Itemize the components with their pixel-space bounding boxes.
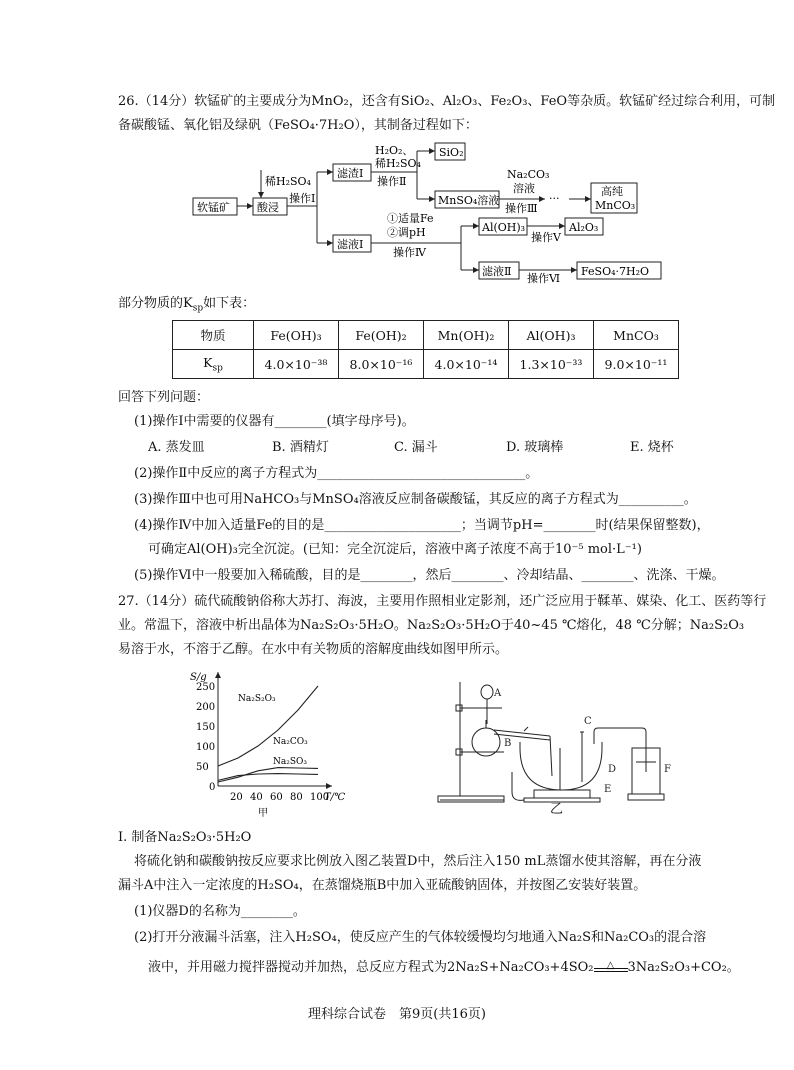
y-tick-label: 100 <box>196 742 216 753</box>
dilute-h2so4-2-label: 稀H₂SO₄ <box>375 157 421 170</box>
x-axis-arrow <box>326 783 332 789</box>
x-tick-label: 80 <box>290 792 303 803</box>
ore-box: 软锰矿 <box>197 201 230 214</box>
na2co3-label: Na₂CO₃ <box>507 168 550 181</box>
ksp-header: Mn(OH)₂ <box>424 321 509 350</box>
ksp-value: 4.0×10⁻³⁸ <box>254 350 339 379</box>
label-b: B <box>504 738 512 749</box>
mnco3-label: MnCO₃ <box>595 199 636 212</box>
ksp-value: 9.0×10⁻¹¹ <box>594 350 679 379</box>
ksp-value: 1.3×10⁻³³ <box>509 350 594 379</box>
q26-part4: (4)操作Ⅳ中加入适量Fe的目的是_____________________；当调节pH=________时(结果保留整数)， <box>134 518 710 533</box>
label-d: D <box>608 764 617 775</box>
q26-part5: (5)操作Ⅵ中一般要加入稀硫酸，目的是________，然后________、冷却结晶、________、洗涤、干燥。 <box>134 568 725 583</box>
step-fe-label: ①适量Fe <box>387 212 434 225</box>
ksp-header: 物质 <box>173 321 254 350</box>
al2o3-box: Al₂O₃ <box>569 221 599 234</box>
option-c: C. 漏斗 <box>394 440 438 455</box>
option-a: A. 蒸发皿 <box>148 440 205 455</box>
process-flow-diagram <box>185 140 665 285</box>
x-tick-label: 100 <box>310 792 330 803</box>
x-tick-label: 60 <box>270 792 283 803</box>
filtrate2-box: 滤液Ⅱ <box>482 265 512 278</box>
x-tick-label: 40 <box>250 792 263 803</box>
dilute-h2so4-label: 稀H₂SO₄ <box>265 175 311 188</box>
solubility-chart <box>180 668 350 818</box>
op2-label: 操作Ⅱ <box>377 175 407 188</box>
q27-line3: 易溶于水，不溶于乙醇。在水中有关物质的溶解度曲线如图甲所示。 <box>118 642 509 657</box>
step-ph-label: ②调pH <box>387 226 426 239</box>
residue1-box: 滤渣Ⅰ <box>337 167 364 180</box>
ksp-header: Al(OH)₃ <box>509 321 594 350</box>
op5-label: 操作Ⅴ <box>531 231 561 244</box>
q27-q2-line2: 液中，并用磁力搅拌器搅动并加热，总反应方程式为2Na₂S+Na₂CO₃+4SO₂ △ 3Na₂S₂O₃+CO₂。 <box>148 958 740 978</box>
ksp-header-row <box>173 321 679 350</box>
part1-title: Ⅰ. 制备Na₂S₂O₃·5H₂O <box>118 830 252 845</box>
q26-part2: (2)操作Ⅱ中反应的离子方程式为________________________________。 <box>134 466 539 481</box>
q27-line1: 27.（14分）硫代硫酸钠俗称大苏打、海波，主要用作照相业定影剂，还广泛应用于鞣革、媒染、化工、医药等行 <box>118 594 767 609</box>
y-axis-label: S/g <box>190 672 207 683</box>
series-line-1 <box>218 768 318 782</box>
acid-leach-box: 酸浸 <box>257 201 279 214</box>
ksp-header: MnCO₃ <box>594 321 679 350</box>
ksp-value: 8.0×10⁻¹⁶ <box>339 350 424 379</box>
sio2-box: SiO₂ <box>439 146 464 159</box>
answer-intro: 回答下列问题： <box>118 390 210 405</box>
q27-line2: 业。常温下，溶液中析出晶体为Na₂S₂O₃·5H₂O。Na₂S₂O₃·5H₂O于40~45 ℃熔化，48 ℃分解；Na₂S₂O₃ <box>118 618 745 633</box>
op1-label: 操作Ⅰ <box>289 192 316 205</box>
ksp-table <box>172 320 679 379</box>
mnso4-box: MnSO₄溶液 <box>438 194 500 207</box>
filtrate1-box: 滤液Ⅰ <box>337 238 364 251</box>
series-label-1: Na₂CO₃ <box>273 737 308 747</box>
part1-line1: 将硫化钠和碳酸钠按反应要求比例放入图乙装置D中，然后注入150 mL蒸馏水使其溶解，再在分液 <box>134 854 702 869</box>
ellipsis: ··· <box>549 192 560 205</box>
y-tick-label: 150 <box>196 722 216 733</box>
high-purity-label: 高纯 <box>601 185 623 198</box>
option-e: E. 烧杯 <box>630 440 674 455</box>
figure-jia-label: 甲 <box>258 808 268 818</box>
q26-part1: (1)操作Ⅰ中需要的仪器有________(填字母序号)。 <box>134 414 415 429</box>
x-tick-label: 20 <box>230 792 243 803</box>
op6-label: 操作Ⅵ <box>527 272 561 285</box>
ksp-row-label: $K_{sp}$ <box>173 350 254 379</box>
y-tick-label: 250 <box>196 682 216 693</box>
q27-q2-line1: (2)打开分液漏斗活塞，注入H₂SO₄，使反应产生的气体较缓慢均匀地通入Na₂S和Na₂CO₃的混合溶 <box>134 930 707 945</box>
q26-part3: (3)操作Ⅲ中也可用NaHCO₃与MnSO₄溶液反应制备碳酸锰，其反应的离子方程式为__________。 <box>134 492 697 507</box>
label-e: E <box>604 784 612 795</box>
series-line-2 <box>218 774 318 781</box>
option-b: B. 酒精灯 <box>272 440 329 455</box>
series-label-0: Na₂S₂O₃ <box>238 694 276 704</box>
q26-part4-cont: 可确定Al(OH)₃完全沉淀。(已知：完全沉淀后，溶液中离子浓度不高于10⁻⁵ mol·L⁻¹) <box>148 542 642 557</box>
y-tick-label: 50 <box>196 762 209 773</box>
ksp-intro: 部分物质的$K_{sp}$如下表： <box>118 296 256 314</box>
ksp-value-row <box>173 350 679 379</box>
ksp-header: Fe(OH)₃ <box>254 321 339 350</box>
h2o2-label: H₂O₂、 <box>375 144 414 157</box>
y-axis-arrow <box>215 672 221 678</box>
q26-line1: 26.（14分）软锰矿的主要成分为MnO₂，还含有SiO₂、Al₂O₃、Fe₂O₃、FeO等杂质。软锰矿经过综合利用，可制 <box>118 94 776 109</box>
aloh3-box: Al(OH)₃ <box>482 221 526 234</box>
op3-label: 操作Ⅲ <box>505 202 538 215</box>
figure-yi-label: 乙 <box>550 802 564 817</box>
ksp-header: Fe(OH)₂ <box>339 321 424 350</box>
label-a: A <box>494 688 502 699</box>
x-axis-label: T/℃ <box>324 792 346 803</box>
y-tick-label: 200 <box>196 702 216 713</box>
page-footer: 理科综合试卷 第9页(共16页) <box>308 1007 486 1022</box>
heat-symbol: △ <box>606 960 615 971</box>
series-label-2: Na₂SO₃ <box>273 757 308 767</box>
part1-line2: 漏斗A中注入一定浓度的H₂SO₄，在蒸馏烧瓶B中加入亚硫酸钠固体，并按图乙安装好装置。 <box>118 878 647 893</box>
ksp-value: 4.0×10⁻¹⁴ <box>424 350 509 379</box>
feso4-box: FeSO₄·7H₂O <box>581 265 650 278</box>
label-f: F <box>664 764 671 775</box>
op4-label: 操作Ⅳ <box>393 246 426 259</box>
label-c: C <box>584 716 592 727</box>
option-d: D. 玻璃棒 <box>506 440 564 455</box>
q27-q1: (1)仪器D的名称为________。 <box>134 904 306 919</box>
solution-label: 溶液 <box>513 182 535 195</box>
q26-line2: 备碳酸锰、氧化铝及绿矾（FeSO₄·7H₂O），其制备过程如下： <box>118 118 478 133</box>
y-tick-label: 0 <box>209 782 216 793</box>
